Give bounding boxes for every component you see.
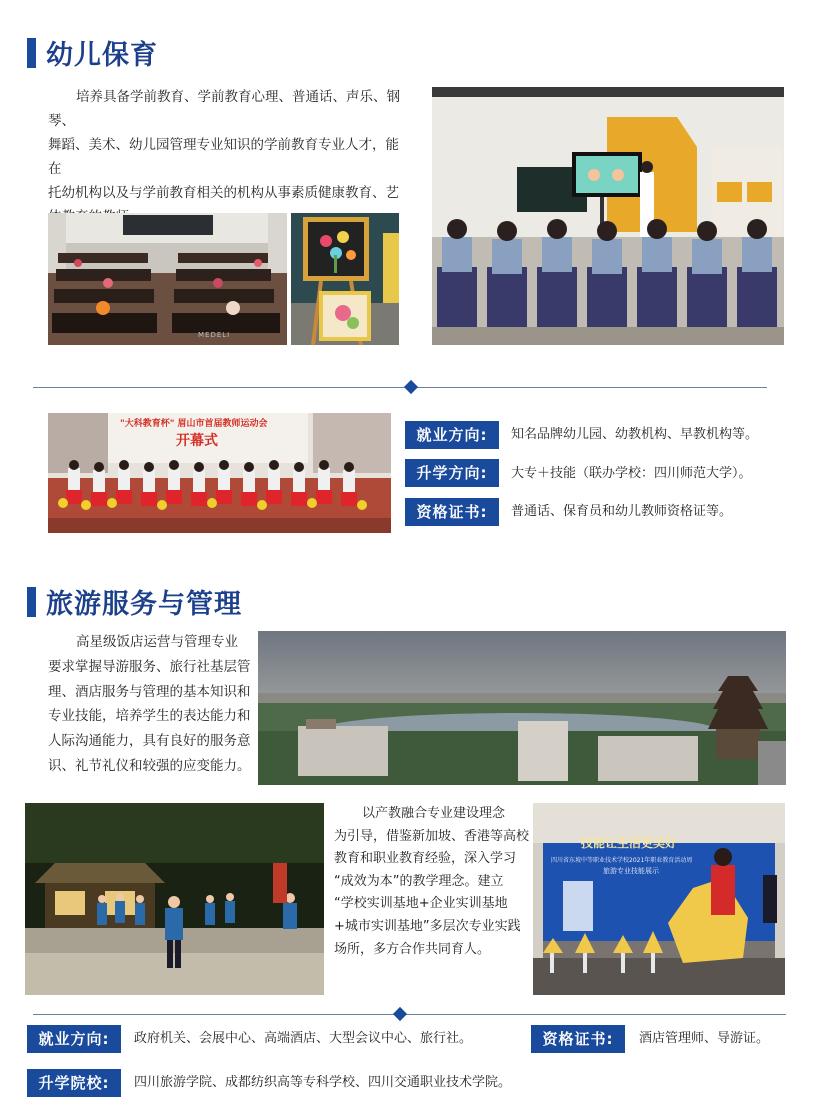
- tag-employment: 就业方向:: [405, 421, 499, 449]
- show-banner-line2: 四川省东坡中等职业技术学校2021年职业教育活动周: [551, 857, 693, 864]
- tag-certificate: 资格证书:: [531, 1025, 625, 1053]
- intro-line: 培养具备学前教育、学前教育心理、普通话、声乐、钢琴、: [48, 89, 400, 129]
- concept-line: 为引导，借鉴新加坡、香港等高校: [334, 828, 530, 844]
- intro-line: 识、礼节礼仪和较强的应变能力。: [48, 757, 251, 774]
- intro-line: 人际沟通能力，具有良好的服务意: [48, 733, 251, 750]
- section-marker: [27, 38, 36, 68]
- show-banner-line3: 旅游专业技能展示: [603, 867, 659, 875]
- tag-employment: 就业方向:: [27, 1025, 121, 1053]
- show-banner-line1: 技能让生活更美好: [581, 836, 678, 850]
- concept-line: 场所，多方合作共同育人。: [334, 941, 491, 957]
- photo-skill-show: [533, 803, 785, 995]
- intro-line: 专业技能，培养学生的表达能力和: [48, 708, 251, 725]
- further-study-text: 四川旅游学院、成都纺织高等专科学校、四川交通职业技术学院。: [134, 1075, 512, 1090]
- certificate-text: 酒店管理师、导游证。: [639, 1031, 770, 1046]
- photo-night-showcase: [25, 803, 324, 995]
- employment-text: 知名品牌幼儿园、幼教机构、早教机构等。: [511, 427, 759, 442]
- tag-further-study: 升学院校:: [27, 1069, 121, 1097]
- sports-title-text: 开幕式: [176, 433, 218, 449]
- piano-brand-text: MEDELI: [198, 331, 231, 339]
- intro-line: 高星级饭店运营与管理专业: [76, 634, 238, 650]
- divider-diamond-icon: [404, 380, 418, 394]
- intro-line: 理、酒店服务与管理的基本知识和: [48, 683, 251, 700]
- tag-further-study: 升学方向:: [405, 459, 499, 487]
- concept-line: 教育和职业教育经验，深入学习: [334, 851, 517, 867]
- photo-sports-ceremony: [48, 413, 391, 533]
- tourism-intro: [48, 630, 260, 779]
- section-title-childcare: 幼儿保育: [46, 40, 158, 71]
- employment-text: 政府机关、会展中心、高端酒店、大型会议中心、旅行社。: [134, 1031, 473, 1046]
- intro-line: 舞蹈、美术、幼儿园管理专业知识的学前教育专业人才，能在: [48, 137, 399, 177]
- intro-line: 托幼机构以及与学前教育相关的机构从事素质健康教育、艺: [48, 185, 399, 201]
- photo-city-panorama: [258, 631, 786, 785]
- concept-line: 以产教融合专业建设理念: [362, 806, 506, 821]
- intro-line: 要求掌握导游服务、旅行社基层管: [48, 658, 251, 675]
- section-divider: [33, 387, 767, 388]
- concept-line: “成效为本”的教学理念。建立: [334, 873, 504, 889]
- concept-line: “学校实训基地+企业实训基地: [334, 896, 508, 912]
- section-divider: [33, 1014, 786, 1015]
- photo-kindergarten-class: [432, 87, 784, 345]
- divider-diamond-icon: [393, 1007, 407, 1021]
- concept-line: +城市实训基地”多层次专业实践: [334, 918, 521, 934]
- photo-art-easel: [291, 213, 399, 345]
- photo-piano-classroom: [48, 213, 287, 345]
- further-study-text: 大专＋技能（联办学校：四川师范大学）。: [511, 466, 752, 481]
- tourism-concept: [334, 803, 534, 961]
- certificate-text: 普通话、保育员和幼儿教师资格证等。: [511, 504, 733, 519]
- sports-banner-text: "大科教育杯" 眉山市首届教师运动会: [120, 419, 268, 429]
- tag-certificate: 资格证书:: [405, 498, 499, 526]
- section-marker: [27, 587, 36, 617]
- childcare-intro: [48, 85, 403, 229]
- section-title-tourism: 旅游服务与管理: [46, 589, 242, 620]
